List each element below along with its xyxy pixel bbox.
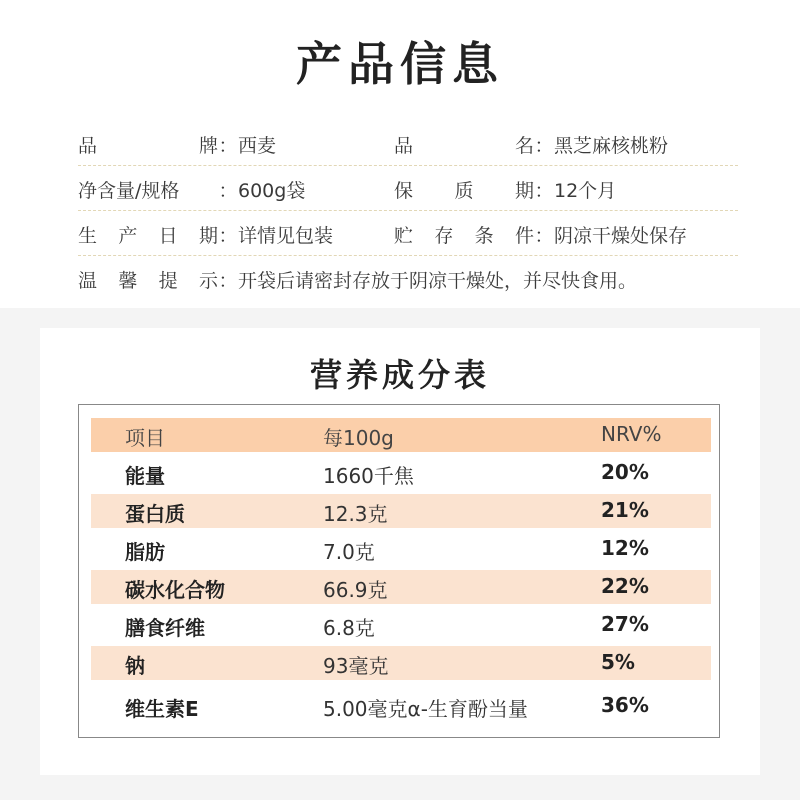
row-nrv: 12%: [601, 536, 649, 560]
row-item: 钠: [125, 654, 145, 678]
date-label: 生产日期: [78, 225, 218, 247]
table-row: [91, 456, 711, 490]
row-nrv: 36%: [601, 693, 649, 717]
row-item: 能量: [125, 464, 165, 488]
row-per-100g: 1660千焦: [323, 464, 414, 488]
storage-separator: ：: [534, 225, 554, 247]
row-per-100g: 12.3克: [323, 502, 388, 526]
row-per-100g: 66.9克: [323, 578, 388, 602]
table-header-row: [91, 418, 711, 452]
row-nrv: 22%: [601, 574, 649, 598]
row-nrv: 5%: [601, 650, 635, 674]
name-value: 黑芝麻核桃粉: [554, 135, 669, 157]
net-value: 600g袋: [238, 180, 306, 202]
shelf-field: [394, 176, 616, 203]
shelf-value: 12个月: [554, 180, 617, 202]
storage-field: [394, 221, 687, 248]
date-separator: ：: [218, 225, 238, 247]
nutrition-table: [78, 404, 720, 738]
tip-label: 温馨提示: [78, 270, 218, 292]
row-item: 膳食纤维: [125, 616, 205, 640]
row-item: 维生素E: [125, 697, 199, 721]
shelf-separator: ：: [534, 180, 554, 202]
net-label: 净含量/规格: [78, 180, 180, 202]
page-title: 产品信息: [296, 37, 504, 91]
row-nrv: 20%: [601, 460, 649, 484]
info-row-tip: [78, 260, 738, 300]
table-row: [91, 608, 711, 642]
row-nrv: 21%: [601, 498, 649, 522]
row-per-100g: 7.0克: [323, 540, 375, 564]
date-value: 详情见包装: [238, 225, 334, 247]
row-per-100g: 93毫克: [323, 654, 389, 678]
brand-separator: ：: [218, 135, 238, 157]
table-row: [91, 494, 711, 528]
info-row-brand: [78, 125, 738, 166]
tip-value: 开袋后请密封存放于阴凉干燥处，并尽快食用。: [238, 270, 638, 292]
name-field: [394, 131, 668, 158]
header-item: 项目: [125, 426, 165, 450]
table-row: [91, 570, 711, 604]
row-item: 蛋白质: [125, 502, 185, 526]
shelf-label: 保质期: [394, 180, 534, 202]
brand-label: 品牌: [78, 135, 218, 157]
net-field: [78, 176, 305, 203]
row-nrv: 27%: [601, 612, 649, 636]
net-separator: ：: [218, 180, 238, 202]
brand-field: [78, 131, 276, 158]
table-row: [91, 689, 711, 723]
name-separator: ：: [534, 135, 554, 157]
row-per-100g: 6.8克: [323, 616, 375, 640]
tip-field: [78, 266, 637, 293]
brand-value: 西麦: [238, 135, 277, 157]
storage-value: 阴凉干燥处保存: [554, 225, 688, 247]
date-field: [78, 221, 333, 248]
info-row-date: [78, 215, 738, 256]
nutrition-card: [40, 328, 760, 775]
info-row-net: [78, 170, 738, 211]
row-item: 脂肪: [125, 540, 165, 564]
nutrition-title: 营养成分表: [309, 356, 490, 394]
name-label: 品名: [394, 135, 534, 157]
storage-label: 贮存条件: [394, 225, 534, 247]
table-row: [91, 646, 711, 680]
row-item: 碳水化合物: [125, 578, 225, 602]
header-nrv: NRV%: [601, 422, 662, 446]
table-row: [91, 532, 711, 566]
header-per-100g: 每100g: [323, 426, 394, 450]
row-per-100g: 5.00毫克α-生育酚当量: [323, 697, 528, 721]
tip-separator: ：: [218, 270, 238, 292]
